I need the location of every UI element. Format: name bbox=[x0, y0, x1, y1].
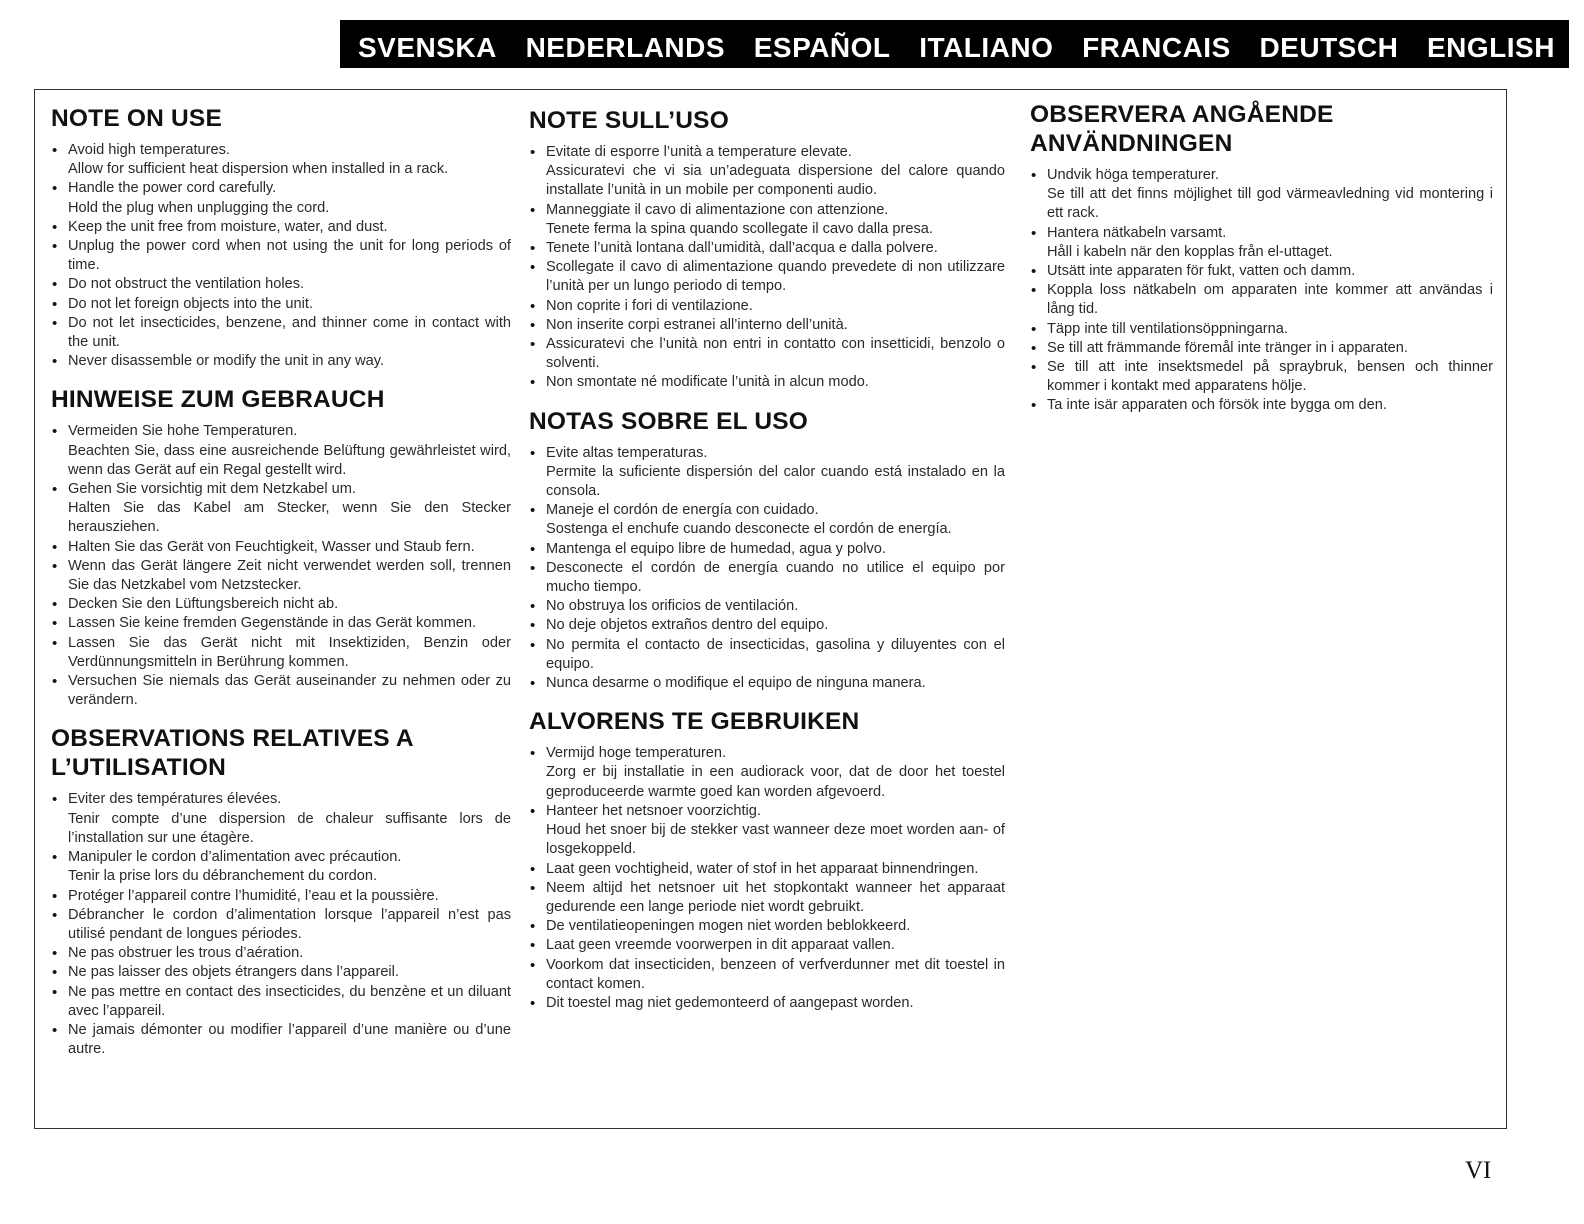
item-subtext: Tenete ferma la spina quando scollegate il cavo dalla presa. bbox=[546, 220, 933, 237]
list-item bbox=[529, 143, 1005, 201]
list-item bbox=[51, 944, 511, 963]
section-title: NOTAS SOBRE EL USO bbox=[529, 407, 809, 435]
item-subtext: Tenir la prise lors du débranchement du cordon. bbox=[68, 868, 378, 885]
list-item bbox=[51, 275, 511, 294]
item-subtext: Allow for sufficient heat dispersion when installed in a rack. bbox=[68, 161, 449, 178]
item-text: • Laat geen vochtigheid, water of stof in het apparaat binnendringen. bbox=[546, 860, 979, 877]
list-item bbox=[51, 141, 511, 179]
section-english bbox=[51, 104, 511, 371]
list-item bbox=[529, 674, 1005, 693]
list-item bbox=[1030, 396, 1493, 415]
item-text: • De ventilatieopeningen mogen niet worden beblokkeerd. bbox=[546, 918, 911, 935]
item-text: • Vermeiden Sie hohe Temperaturen. bbox=[68, 423, 298, 440]
language-label-francais: FRANCAIS bbox=[1082, 32, 1231, 63]
item-subtext: Tenir compte d’une dispersion de chaleur suffisante lors de l’installation sur une étagère. bbox=[68, 810, 511, 846]
list-item bbox=[529, 258, 1005, 296]
item-text: • Dit toestel mag niet gedemonteerd of aangepast worden. bbox=[546, 994, 914, 1011]
list-item bbox=[1030, 166, 1493, 224]
item-text: • Avoid high temperatures. bbox=[68, 142, 230, 158]
item-subtext: Se till att det finns möjlighet till god värmeavledning vid montering i ett rack. bbox=[1047, 186, 1493, 222]
list-item bbox=[1030, 339, 1493, 358]
bullet-list bbox=[1030, 166, 1493, 416]
list-item bbox=[1030, 320, 1493, 339]
list-item bbox=[51, 672, 511, 710]
list-item bbox=[51, 218, 511, 237]
list-item bbox=[51, 1021, 511, 1059]
bullet-list bbox=[529, 444, 1005, 694]
list-item bbox=[51, 848, 511, 886]
item-text: • Eviter des températures élevées. bbox=[68, 791, 282, 808]
list-item bbox=[529, 297, 1005, 316]
item-subtext: Sostenga el enchufe cuando desconecte el cordón de energía. bbox=[546, 521, 952, 538]
item-text: • Desconecte el cordón de energía cuando no utilice el equipo por mucho tiempo. bbox=[546, 559, 1005, 596]
section-title: HINWEISE ZUM GEBRAUCH bbox=[51, 386, 385, 414]
list-item bbox=[529, 335, 1005, 373]
item-subtext: Halten Sie das Kabel am Stecker, wenn Sie den Stecker herausziehen. bbox=[68, 500, 511, 536]
list-item bbox=[51, 352, 511, 371]
list-item bbox=[529, 860, 1005, 879]
page-number: VI bbox=[1465, 1157, 1492, 1184]
list-item bbox=[529, 373, 1005, 392]
list-item bbox=[1030, 262, 1493, 281]
item-text: • Laat geen vreemde voorwerpen in dit apparaat vallen. bbox=[546, 937, 895, 954]
bullet-list bbox=[51, 141, 511, 371]
bullet-list bbox=[529, 143, 1005, 393]
section-title: NOTE SULL’USO bbox=[529, 107, 729, 134]
item-text: • Se till att främmande föremål inte tränger in i apparaten. bbox=[1047, 339, 1408, 356]
item-text: • Hantera nätkabeln varsamt. bbox=[1047, 224, 1227, 241]
list-item bbox=[51, 634, 511, 672]
item-text: • Do not let foreign objects into the unit. bbox=[68, 295, 314, 312]
item-text: • Undvik höga temperaturer. bbox=[1047, 167, 1219, 183]
language-label-italiano: ITALIANO bbox=[919, 32, 1054, 63]
section-espanol bbox=[529, 407, 1005, 694]
list-item bbox=[529, 597, 1005, 616]
list-item bbox=[51, 963, 511, 982]
list-item bbox=[529, 501, 1005, 539]
list-item bbox=[51, 790, 511, 848]
item-text: • Débrancher le cordon d’alimentation lorsque l’appareil n’est pas utilisé pendant de longues périodes. bbox=[68, 906, 511, 942]
item-subtext: Beachten Sie, dass eine ausreichende Belüftung gewährleistet wird, wenn das Gerät auf ein Regal gestellt wird. bbox=[68, 442, 511, 478]
list-item bbox=[51, 983, 511, 1021]
item-text: • Mantenga el equipo libre de humedad, agua y polvo. bbox=[546, 540, 886, 557]
list-item bbox=[529, 744, 1005, 802]
item-text: • Do not let insecticides, benzene, and thinner come in contact with the unit. bbox=[68, 314, 511, 351]
language-tab-bar bbox=[340, 20, 1569, 68]
section-nederlands bbox=[529, 707, 1005, 1013]
item-text: • Manipuler le cordon d’alimentation avec précaution. bbox=[68, 849, 402, 866]
item-text: • Hanteer het netsnoer voorzichtig. bbox=[546, 802, 761, 819]
list-item bbox=[529, 917, 1005, 936]
item-text: • Ne pas laisser des objets étrangers dans l’appareil. bbox=[68, 964, 399, 981]
item-text: • Vermijd hoge temperaturen. bbox=[546, 745, 727, 762]
item-text: • No deje objetos extraños dentro del equipo. bbox=[546, 617, 829, 634]
column-right bbox=[1030, 100, 1493, 430]
section-italiano bbox=[529, 106, 1005, 393]
item-text: • Koppla loss nätkabeln om apparaten inte kommer att användas i lång tid. bbox=[1047, 282, 1493, 318]
item-text: • Decken Sie den Lüftungsbereich nicht ab. bbox=[68, 596, 339, 613]
item-text: • Neem altijd het netsnoer uit het stopkontakt wanneer het apparaat gedurende een lange periode niet wordt gebruikt. bbox=[546, 879, 1005, 915]
list-item bbox=[529, 956, 1005, 994]
item-subtext: Assicuratevi che vi sia un’adeguata dispersione del calore quando installate l’unità in un mobile per componenti audio. bbox=[546, 163, 1005, 199]
item-text: • Ta inte isär apparaten och försök inte bygga om den. bbox=[1047, 397, 1387, 414]
section-francais bbox=[51, 724, 511, 1059]
item-text: • Maneje el cordón de energía con cuidado. bbox=[546, 502, 819, 519]
list-item bbox=[529, 559, 1005, 597]
language-label-deutsch: DEUTSCH bbox=[1259, 32, 1399, 63]
section-title: OBSERVERA ANGÅENDE ANVÄNDNINGEN bbox=[1030, 101, 1334, 157]
item-text: • Lassen Sie das Gerät nicht mit Insektiziden, Benzin oder Verdünnungsmitteln in Berührung kommen. bbox=[68, 634, 511, 670]
item-subtext: Hold the plug when unplugging the cord. bbox=[68, 199, 330, 216]
item-text: • Non inserite corpi estranei all’interno dell’unità. bbox=[546, 316, 848, 333]
list-item bbox=[529, 879, 1005, 917]
list-item bbox=[529, 444, 1005, 502]
item-text: • Utsätt inte apparaten för fukt, vatten och damm. bbox=[1047, 263, 1356, 280]
item-text: • Se till att inte insektsmedel på spraybruk, bensen och thinner kommer i kontakt med apparatens hölje. bbox=[1047, 359, 1493, 395]
column-middle bbox=[529, 106, 1005, 1027]
item-text: • Voorkom dat insecticiden, benzeen of verfverdunner met dit toestel in contact komen. bbox=[546, 956, 1005, 992]
list-item bbox=[529, 616, 1005, 635]
item-text: • Scollegate il cavo di alimentazione quando prevedete di non utilizzare l’unità per un lungo periodo di tempo. bbox=[546, 259, 1005, 295]
item-text: • Handle the power cord carefully. bbox=[68, 180, 277, 197]
list-item bbox=[529, 201, 1005, 239]
list-item bbox=[51, 480, 511, 538]
item-text: • Assicuratevi che l’unità non entri in contatto con insetticidi, benzolo o solventi. bbox=[546, 336, 1005, 372]
column-left bbox=[51, 104, 511, 1073]
item-text: • Protéger l’appareil contre l’humidité, l’eau et la poussière. bbox=[68, 887, 439, 904]
item-text: • No obstruya los orificios de ventilación. bbox=[546, 598, 799, 615]
section-deutsch bbox=[51, 385, 511, 710]
item-subtext: Håll i kabeln när den kopplas från el-uttaget. bbox=[1047, 243, 1333, 260]
list-item bbox=[1030, 358, 1493, 396]
list-item bbox=[51, 295, 511, 314]
language-label-english: ENGLISH bbox=[1427, 32, 1555, 63]
item-text: • Lassen Sie keine fremden Gegenstände in das Gerät kommen. bbox=[68, 615, 477, 632]
language-label-nederlands: NEDERLANDS bbox=[525, 32, 726, 63]
list-item bbox=[529, 540, 1005, 559]
list-item bbox=[51, 906, 511, 944]
list-item bbox=[51, 314, 511, 352]
list-item bbox=[51, 538, 511, 557]
list-item bbox=[51, 887, 511, 906]
item-text: • Do not obstruct the ventilation holes. bbox=[68, 276, 305, 293]
item-text: • Versuchen Sie niemals das Gerät auseinander zu nehmen oder zu verändern. bbox=[68, 673, 511, 709]
item-text: • Evitate di esporre l’unità a temperature elevate. bbox=[546, 144, 852, 160]
item-subtext: Zorg er bij installatie in een audiorack voor, dat de door het toestel geproduceerde warmte goed kan worden afgevoerd. bbox=[546, 764, 1005, 800]
list-item bbox=[1030, 224, 1493, 262]
bullet-list bbox=[51, 422, 511, 710]
item-text: • Täpp inte till ventilationsöppningarna. bbox=[1047, 320, 1288, 337]
item-subtext: Permite la suficiente dispersión del calor cuando está instalado en la consola. bbox=[546, 463, 1005, 500]
item-text: • Keep the unit free from moisture, water, and dust. bbox=[68, 218, 388, 235]
language-label-espanol: ESPAÑOL bbox=[753, 32, 891, 63]
item-text: • Ne pas mettre en contact des insecticides, du benzène et un diluant avec l’appareil. bbox=[68, 983, 511, 1019]
list-item bbox=[529, 936, 1005, 955]
list-item bbox=[529, 994, 1005, 1013]
language-label-svenska: SVENSKA bbox=[358, 32, 497, 63]
section-title: ALVORENS TE GEBRUIKEN bbox=[529, 708, 860, 736]
section-title: NOTE ON USE bbox=[51, 105, 222, 132]
item-text: • Non coprite i fori di ventilazione. bbox=[546, 297, 753, 314]
item-text: • No permita el contacto de insecticidas, gasolina y diluyentes con el equipo. bbox=[546, 636, 1005, 672]
item-text: • Halten Sie das Gerät von Feuchtigkeit, Wasser und Staub fern. bbox=[68, 538, 475, 555]
item-text: • Gehen Sie vorsichtig mit dem Netzkabel um. bbox=[68, 481, 356, 498]
item-text: • Tenete l’unità lontana dall’umidità, dall’acqua e dalla polvere. bbox=[546, 240, 938, 257]
item-text: • Ne pas obstruer les trous d’aération. bbox=[68, 945, 304, 962]
list-item bbox=[51, 237, 511, 275]
item-subtext: Houd het snoer bij de stekker vast wanneer deze moet worden aan- of losgekoppeld. bbox=[546, 822, 1005, 858]
item-text: • Wenn das Gerät längere Zeit nicht verwendet werden soll, trennen Sie das Netzkabel vom Netzstecker. bbox=[68, 557, 511, 594]
list-item bbox=[529, 316, 1005, 335]
list-item bbox=[51, 614, 511, 633]
item-text: • Nunca desarme o modifique el equipo de ninguna manera. bbox=[546, 675, 926, 692]
section-svenska bbox=[1030, 100, 1493, 416]
item-text: • Never disassemble or modify the unit in any way. bbox=[68, 353, 385, 370]
section-title: OBSERVATIONS RELATIVES A L’UTILISATION bbox=[51, 725, 413, 782]
item-text: • Manneggiate il cavo di alimentazione con attenzione. bbox=[546, 201, 889, 218]
item-text: • Ne jamais démonter ou modifier l’appareil d’une manière ou d’une autre. bbox=[68, 1021, 511, 1058]
item-text: • Unplug the power cord when not using the unit for long periods of time. bbox=[68, 238, 511, 274]
item-text: • Non smontate né modificate l’unità in alcun modo. bbox=[546, 374, 869, 391]
list-item bbox=[51, 595, 511, 614]
list-item bbox=[529, 636, 1005, 674]
list-item bbox=[51, 557, 511, 595]
list-item bbox=[51, 179, 511, 217]
item-text: • Evite altas temperaturas. bbox=[546, 444, 708, 461]
list-item bbox=[529, 802, 1005, 860]
list-item bbox=[51, 422, 511, 480]
bullet-list bbox=[529, 744, 1005, 1013]
bullet-list bbox=[51, 790, 511, 1059]
list-item bbox=[1030, 281, 1493, 319]
list-item bbox=[529, 239, 1005, 258]
